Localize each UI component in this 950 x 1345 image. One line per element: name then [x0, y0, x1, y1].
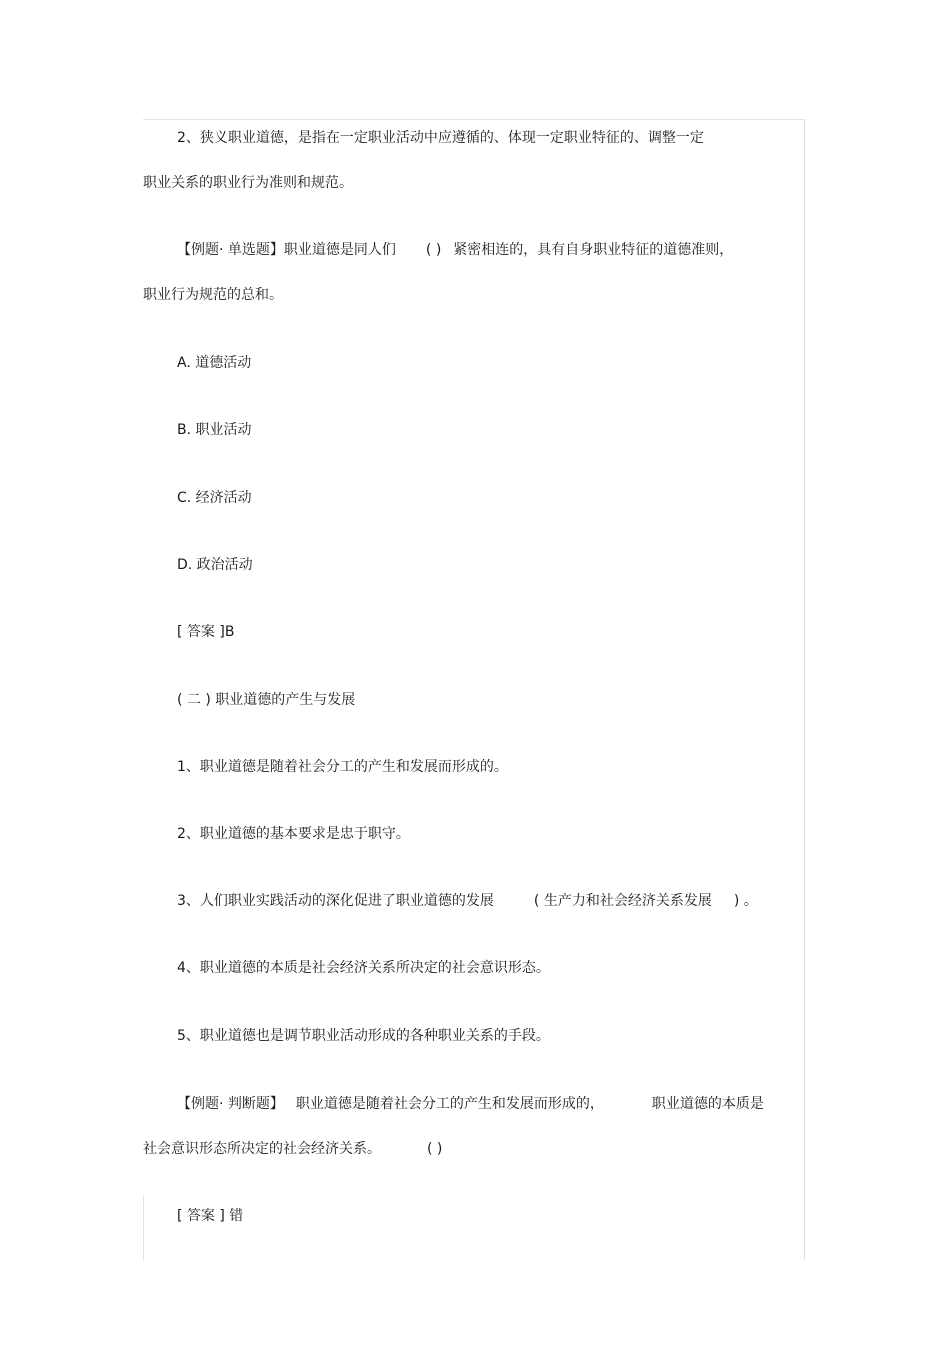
point-3-part-b: ( 生产力和社会经济关系发展 [533, 893, 712, 909]
example-1-option-b: B. 职业活动 [177, 422, 252, 438]
paragraph-2-line-1: 2、狭义职业道德，是指在一定职业活动中应遵循的、体现一定职业特征的、调整一定 [177, 130, 704, 146]
point-3-part-c: ) 。 [733, 893, 758, 909]
example-2-tag: 【例题· 判断题】 [177, 1096, 284, 1112]
example-2-blank: ( ) [427, 1141, 443, 1157]
example-2-stem-line-2 [143, 1139, 442, 1159]
example-2-stem-line-2-text: 社会意识形态所决定的社会经济关系。 [143, 1141, 381, 1157]
example-1-stem-part-b: 紧密相连的，具有自身职业特征的道德准则， [453, 242, 734, 258]
point-2: 2、职业道德的基本要求是忠于职守。 [177, 826, 410, 842]
example-1-stem-part-a: 职业道德是同人们 [283, 242, 396, 258]
paragraph-2-line-2: 职业关系的职业行为准则和规范。 [143, 175, 353, 191]
example-1-stem-line-1 [177, 240, 733, 260]
example-1-option-d: D. 政治活动 [177, 557, 253, 573]
example-1-tag: 【例题· 单选题】 [177, 242, 284, 258]
point-3 [177, 891, 758, 911]
section-heading: ( 二 ) 职业道德的产生与发展 [177, 692, 356, 708]
page-frame-left-line [143, 1195, 144, 1260]
example-2-stem-part-a: 职业道德是随着社会分工的产生和发展而形成的， [295, 1096, 604, 1112]
example-1-option-c: C. 经济活动 [177, 490, 252, 506]
point-5: 5、职业道德也是调节职业活动形成的各种职业关系的手段。 [177, 1028, 550, 1044]
example-2-stem-part-b: 职业道德的本质是 [651, 1096, 764, 1112]
example-1-blank: ( ) [425, 242, 442, 258]
example-2-stem-line-1 [177, 1094, 764, 1114]
example-2-answer: [ 答案 ] 错 [177, 1208, 244, 1224]
point-4: 4、职业道德的本质是社会经济关系所决定的社会意识形态。 [177, 960, 550, 976]
example-1-option-a: A. 道德活动 [177, 355, 252, 371]
point-1: 1、职业道德是随着社会分工的产生和发展而形成的。 [177, 759, 508, 775]
point-3-part-a: 3、人们职业实践活动的深化促进了职业道德的发展 [177, 893, 494, 909]
example-1-answer: [ 答案 ]B [177, 624, 235, 640]
example-1-stem-line-2: 职业行为规范的总和。 [143, 287, 283, 303]
